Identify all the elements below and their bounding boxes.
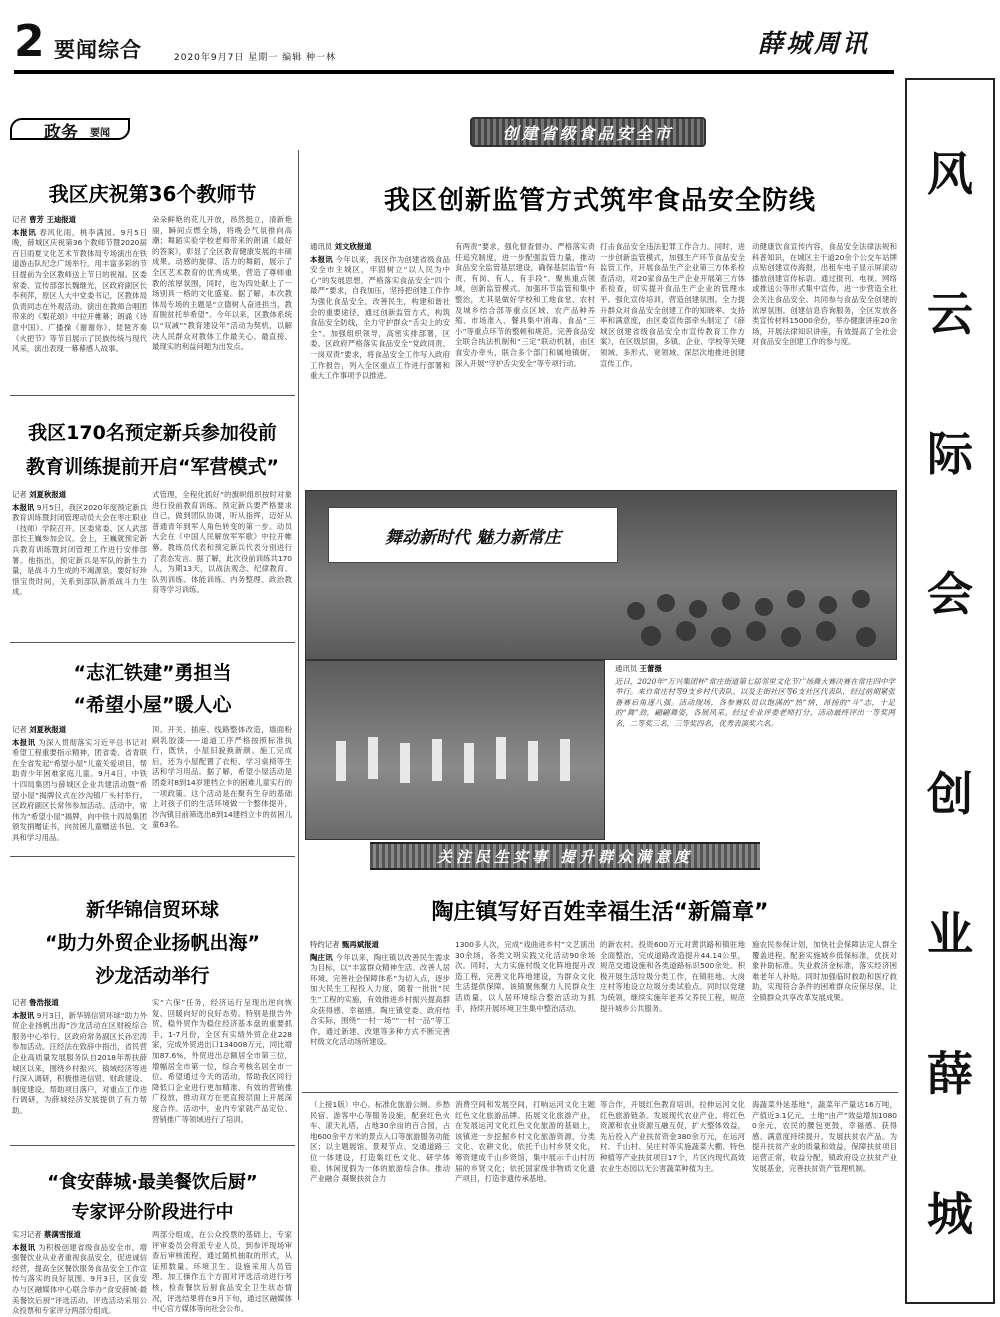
headline-food-safety: 我区创新监管方式筑牢食品安全防线	[383, 186, 816, 216]
article-recruits-col2: 式管理，全程化抓好“的旗帜组织按时对象进行役前教育训练。预定新兵要严格要求自己，做到团队协调，听从指挥，迈好从普通青年到军人角色转变的第一步。动员大会在《中国人民解放军军歌》中拉开帷幕。教练员代表和预定新兵代表分别进行了表态发言。据了解，此次役前训练共170人，为期13天，以战法观念、纪律教育、队列训练、体能训练、内务整理、政治教育等学习训练。	[152, 490, 292, 595]
byline-reporters: 王蕾摄	[639, 664, 662, 673]
byline-reporters: 蔡满雪报道	[43, 1230, 81, 1239]
article-taozhuang-col1	[310, 940, 450, 1085]
lead-tag: 本报讯	[12, 502, 35, 512]
lead-tag: 本报讯	[12, 1242, 36, 1252]
article-bottom-col4: 海蔬菜外延基地”，蔬菜年产量达16万吨，产值近3.1亿元，土地“由产”效益增加10800余元，农民的腰包更鼓，幸福感、获得感、满意度持续提升。发展扶贫农产品。为提升扶贫产业的质量和效益，保障扶贫项目运营正常，收益分配，镇政府设立扶贫产业发展基金，完善扶贫资产管理机制。	[752, 1100, 897, 1173]
article-body: 9月5日，我区2020年度预定新兵教育训练暨封闭管理动员大会在枣庄职业（技师）学院召开。区委常委、区人武部部长王巍参加会议。会上，王巍就预定新兵教育训练暨封闭管理工作进行安排部署。他指出，预定新兵是军队的新生力量，是战斗力生成的不竭源泉，要好好珍惜宝贵时间，关系到部队新质战斗力生成。	[12, 502, 147, 597]
byline-reporters: 甄再斌报道	[341, 940, 379, 949]
byline-label: 通讯员	[310, 242, 333, 251]
headline-teachers: 我区庆祝第36个教师节	[48, 182, 257, 206]
article-taozhuang-col4: 施农民参保计划，加快社会保障法定人群全覆盖进程。配套实施城乡低保标准，优抚对象补助标准。失业救济金标准，落实经济困难老年人补贴。同时加强临时救助和医疗救助，实现符合条件的困难群众应保尽保，让全镇群众共享改革发展成果。	[752, 940, 897, 1002]
byline-reporters: 刘文欣报道	[334, 242, 372, 251]
slogan-banner	[370, 842, 760, 870]
article-body: 今年以来，我区作为创建省级食品安全市主城区，牢固树立“以人民为中心”的发展思想，严格落实食品安全“四个最严”要求，自我加压，坚持把创建工作作为强化食品安全，改善民生，构建和谐社会的重要途径，通过创新监管方式，构筑食品安全防线，全力守护群众“舌尖上的安全”。加强组织领导，高密实排部署，区委、区政府严格落实食品安全“党政同责、一岗双责”要求，将食品安全工作写入政府工作报告，列入全区重点工作进行部署和重大工作事项予以推进。	[310, 254, 450, 381]
slogan-char: 风	[927, 147, 973, 201]
slogan-char: 业	[927, 907, 973, 961]
special-topic-banner	[470, 117, 706, 147]
headline-trade-line2: “助力外贸企业扬帆出海”	[45, 932, 260, 954]
byline-reporters: 刘夏秋报道	[29, 725, 67, 734]
article-recruits-col1	[12, 490, 147, 643]
slogan-char: 云	[927, 287, 973, 341]
byline-reporters: 鲁浩报道	[29, 998, 59, 1007]
article-food-col1	[310, 242, 450, 483]
byline-reporters: 刘夏秋报道	[29, 490, 67, 499]
column-divider	[298, 150, 299, 1300]
article-divider	[10, 856, 295, 857]
issue-date-line: 2020年9月7日 星期一 编辑 种一林	[174, 53, 336, 63]
newspaper-name: 薛城周讯	[758, 29, 871, 58]
article-bottom-col2: 消费空间和发展空间，打响运河文化主题红色文化旅游品牌。拓展文化旅游产业，在发展运河文化红色文化旅游的基础上，该镇进一步挖掘乡村文化旅游资源，分类文化、农耕文化，依托千山村乡贤文化，筹资建成千山乡贤馆，集中展示千山村历届的乡贤文化；依托国家级非物质文化遗产项目，打造非遗传承基地。	[455, 1100, 595, 1184]
article-volunteer-col2: 顶、开关、插座、线路整体改造，墙面粉刷乳胶漆——道道工序严格按照标准执行，既快，小屋旧貌换新颜。施工完成后，还为小屋配置了衣柜、学习桌椅等生活和学习用品。据了解，希望小屋活动是团委对8到14岁建档立卡的困难儿童实行的一项政策。这个活动是在聚有生存的基础上对孩子们的生活环境做一个整体提升，沙沟镇目前筛选出8到14建档立卡的贫困儿童63名。	[152, 725, 292, 830]
lead-tag: 陶庄讯	[310, 952, 333, 962]
section-title: 要闻综合	[54, 38, 142, 62]
article-volunteer-col1	[12, 725, 147, 853]
headline-trade-line3: 沙龙活动举行	[95, 965, 210, 987]
headline-catering-line2: 专家评分阶段进行中	[71, 1202, 234, 1223]
article-catering-col1	[12, 1230, 147, 1316]
article-taozhuang-col2: 1300多人次，完成“戏曲进乡村”文艺演出30余场，各类文明实践文化活动90余场次。同时，大力实施村级文化阵地提升改造工程，完善文化阵地建设，为群众文化生活提供保障。该镇聚焦聚力人民群众生活质量，以人居环境综合整治活动为抓手，持续开展环境卫生集中整治活动。	[455, 940, 595, 1013]
masthead-rule	[14, 70, 894, 74]
lead-tag: 本报讯	[12, 227, 37, 237]
headline-catering-line1: “食安薛城·最美餐饮后厨”	[47, 1172, 258, 1193]
byline-reporters: 曹芳 王迪报道	[29, 215, 77, 224]
article-teachers-col2: 朵朵鲜艳的花儿开放，昂然挺立，清新艳丽，瞬间点燃全场，将晚会气氛推向高潮；舞蹈实验学校老师带来的朗诵《最好的答案》，彰显了全区教育健康发展的丰硕成果。动感的旋律、活力的舞蹈，展示了全区艺术教育的优秀成果，营造了尊师重教的浓厚氛围，同时，也为四处献上了一场别具一格的文化盛宴。据了解，本次教体局专场的主题是“立德树人奋进担当，教育脱贫托举希望”。今年以来，区教体系统以“双减”“教育建设年”活动为契机，以解决人民群众对教体工作最关心、最直接、最现实的利益问题为出发点。	[152, 215, 292, 352]
headline-volunteer-line1: “志汇铁建”勇担当	[73, 662, 232, 684]
section-badge	[10, 114, 140, 142]
lead-tag: 本报讯	[12, 1010, 35, 1020]
dancers-illustration	[306, 661, 606, 841]
slogan-char: 城	[927, 1187, 973, 1241]
article-body: 为积极创建省级食品安全市，增强餐饮业从业者重视食品安全，促进诚信经营，提高全区餐饮服务食品安全工作宣传与落实的良好氛围。9月3日，区食安办与区融媒体中心联合举办“食安薛城·最美餐饮后厨”评选活动。评选活动采用公众投票和专家评分两部分组成。	[12, 1242, 147, 1316]
article-body: 今年以来，陶庄镇以改善民生需求为目标，以“丰富群众精神生活、改善人居环境、完善社会保障体系”为切入点，逐步加大民生工程投入力度，随着一批批“民生”工程的实施，有效推进乡村振兴提高群众获得感、幸福感。陶庄镇党委、政府结合实际，围绕“一村一场”“一村一品”等工作，通过新建、改建等多种方式不断完善村级文化活动场所建设。	[310, 952, 450, 1047]
photo-title: 舞动新时代 魅力新常庄	[385, 527, 561, 548]
article-teachers-col1	[12, 215, 147, 396]
headline-taozhuang: 陶庄镇写好百姓幸福生活“新篇章”	[431, 900, 769, 925]
headline-recruits-line2: 教育训练提前开启“军营模式”	[26, 456, 279, 478]
dance-photo-stage	[305, 660, 605, 840]
headline-recruits-line1: 我区170名预定新兵参加役前	[28, 422, 277, 444]
dance-photo-crowd	[305, 490, 897, 660]
byline-label: 记者	[12, 725, 27, 734]
vertical-slogan-column	[905, 78, 995, 1304]
article-divider	[302, 1092, 898, 1093]
byline-label: 通讯员	[615, 664, 638, 673]
byline-label: 实习记者	[12, 1230, 42, 1239]
article-trade-col1	[12, 998, 147, 1139]
byline-label: 特约记者	[310, 940, 340, 949]
section-badge-sub: 要闻	[90, 128, 110, 139]
slogan-char: 创	[927, 767, 973, 821]
slogan-char: 会	[927, 567, 973, 621]
photo-title-box	[328, 507, 618, 563]
slogan-char: 薛	[927, 1047, 973, 1101]
byline-label: 记者	[12, 490, 27, 499]
article-food-col4: 动健康饮食宣传内容，食品安全法律法规和科普知识，在城区主干道20余个公交车站牌点贴创建宣传海报，出租车电子显示屏滚动播放创建宣传标语。通过报刊、电视、网络或推送公等形式集中宣传，进一步营造全社会关注食品安全、共同参与食品安全创建的浓厚氛围。创建信息咨询服务，全区发放各类宣传材料15000余份，举办健康讲座20余场，开展法律知识讲座，有效提高了全社会对食品安全创建工作的参与度。	[752, 242, 897, 347]
page-number: 2	[14, 16, 45, 67]
section-badge-main: 政务	[44, 123, 78, 143]
slogan-char: 际	[927, 427, 973, 481]
article-taozhuang-col3: 的新农村。投资600万元对黄洪路和镇驻地全面整治，完成道路改造提升44.14公里，规范交通设施和各类道路标识500余处。积极开展生活垃圾分类工作，在镇驻地、大岗庄村等地设立垃圾分类试验点。同时以党建为统领，继续实施年老养父养民工程，规范提升城乡公共服务。	[600, 940, 745, 1013]
article-food-col3: 打击食品安全违法犯罪工作合力。同时，进一步创新监管模式，加强生产环节食品安全监管工作，开展食品生产企业第三方体系检查活动，对20家食品生产企业开展第三方体系检查，切实提升食品生产企业的管理水平。强化宣传培训，营造创建氛围。全力提升群众对食品安全创建工作的知晓率、支持率和满意度，由区委宣传部牵头制定了《薛城区创建省级食品安全市宣传教育工作方案》，在区级层面，多镇、企业、学校等关键领域、多形式、宽领域、深层次地推进创建宣传工作。	[600, 242, 745, 368]
headline-trade-line1: 新华锦信贸环球	[85, 899, 219, 921]
article-trade-col2: 实“六保”任务，经济运行呈现出逆向恢复、回暖向好的良好态势。特别是报告外贸，稳外贸作为稳住经济基本盘的重要抓手，1-7月份，全区有实绩外贸企业228家，完成外贸进出口134008万元，同比增加87.6%，外贸进出总额居全市第三位，增幅居全市第一位，综合考核名居全市一位。希望通过今天的活动，帮助我区同行降低口企业进行更加精准、有效的营销推广投放，推动双方在更直接层面上开展深度合作。活动中，业内专家就产品定位、营销推广等领域进行了培训。	[152, 998, 292, 1124]
article-divider	[10, 1145, 295, 1146]
headline-volunteer-line2: “希望小屋”暖人心	[73, 694, 232, 716]
article-food-col2: 有两责”要求，强化督查督办、严格落实责任追究制度，进一步配强监管力量，推动食品安全监管基层建设，确保基层监管“有责、有岗、有人、有手段”。聚焦重点领域，创新监管模式。加强环节监管和集中整治，尤其是做好学校和工地食堂、农村及城乡结合部等重点区域、农产品种养殖、市场准入、餐具集中消毒、食品“三小”等重点环节的整顿和规范。完善食品安全联合执法机制和“三定”联动机制，由区食安办牵头，联合多个部门和属地镇街，深入开展“守护舌尖安全”等专项行动。	[455, 242, 595, 368]
article-body: 春风化雨，桃李满园。9月5日晚，薛城区庆祝第36个教师节暨2020届百日雨夏文化艺术节教体局专场演出在铁道游击队纪念广场举行。用丰富多彩的节目提前为全区教师送上节日的祝福。区委常委、宣传部部长魏继光，区政府副区长李利萍，原区人大中党委书记，区教体局负责同志在外观活动。演出在教师合唱团带来的《梨花颂》中拉开帷幕；朗诵《诗意中国》、广播操《谢谢你》、琵琶齐奏《火把节》等节目展示了民族传统与现代风采，演出表现一幕幕感人故事。	[12, 227, 147, 354]
byline-label: 记者	[12, 215, 27, 224]
article-bottom-col1: （上接1版）中心、标准化旅游公厕、乡愁民宿、游客中心等服务设施，配套红色火车、滚天礼塔，占地30余亩的百合园，占地600余平方米的景点入口等旅游服务功能区；以主题展馆、景观节点、交通道路三位一体建设，打造集红色文化、研学体验、休闲度假为一体的旅游综合体。推动产业融合 凝聚扶贫合力	[310, 1100, 450, 1184]
slogan-banner-text: 关注民生实事 提升群众满意度	[436, 847, 694, 866]
lead-tag: 本报讯	[12, 737, 36, 747]
byline-label: 记者	[12, 998, 27, 1007]
photo-caption-block	[615, 664, 895, 836]
article-body: 9月3日，新华锦信贸环球“助力外贸企业扬帆出海”沙龙活动在区财税综合服务中心举行。区政府常务副区长孙宏涛参加活动。汪经法在致辞中指出，省民营企业高质量发展服务队自2018年帮扶薛城区以来，围绕乡村振兴、镇域经济等进行深入调研，积极推进信贸、财政建设、制度建设，帮助项目落户，对重点工作进行调研，为薛城经济发展提供了有力帮助。	[12, 1010, 147, 1115]
lead-tag: 本报讯	[310, 254, 333, 264]
article-body: 为深入贯彻落实习近平总书记对希望工程重要指示精神，团省委、省青联在全省发起“希望小屋”儿童关爱项目，帮助青少年困难家庭儿童。9月4日，中铁十四局集团与薛城区企业共建活动暨“希望小屋”揭牌仪式在沙沟镇厂头村举行。区政府副区长常伟参加活动。活动中，常伟为“希望小屋”揭牌，向中铁十四局集团颁发捐赠证书，向贫困儿童赠送书包、文具和学习用品。	[12, 737, 147, 842]
article-bottom-col3: 等合作，开展红色教育培训，拉伸运河文化红色旅游链条。发展现代农业产业。将红色资源和农业资源互融互促，扩大整体效益，先后投入产业扶贫资金380余万元，在运河村、千山村、吴庄村等实施蔬菜大棚、特色种植等产业扶贫项目17个，片区内现代高效农业生态园以无公害蔬菜种植为主。	[600, 1100, 745, 1173]
article-catering-col2: 两部分组成，在公众投票的基础上，专家评审委员会将派专业人员，到参评现场审查后审核流程、通过随机抽取的形式，从证照数量、环境卫生、设施采用人员管理、加工操作五个方面对评选活动进行考核，检查餐饮后厨食品安全卫生状态情况，评选结果将在9月下旬，通过区融媒体中心官方媒体等向社会公布。	[152, 1230, 292, 1314]
photo-caption-text: 近日，2020年“万兴集团杯”常庄街道第七届邻里文化节广场舞大赛决赛在常庄四中学举行。来自常庄村等9支乡村代表队、以及主街社区等6支社区代表队，经过前期紧张备赛后角逐八强。活动现场，各参赛队员以饱满的“热”情、昂扬的“斗”志，十足的“舞”劲，翩翩舞姿，各展风采。经过专业评委老师打分，活动最终评出一等奖两名，二等奖三名，三等奖四名，优秀表演奖六名。	[615, 676, 895, 728]
special-topic-text: 创建省级食品安全市	[502, 123, 674, 143]
